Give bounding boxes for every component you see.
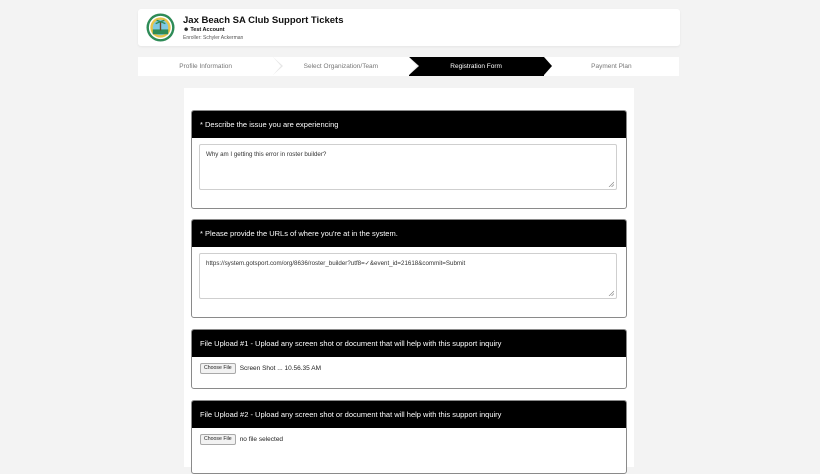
step-registration-form[interactable] — [409, 57, 544, 76]
account-name — [183, 27, 225, 33]
issue-description-value: Why am I getting this error in roster builder? — [206, 151, 327, 158]
file-upload-2-card — [191, 400, 627, 474]
step-arrow — [544, 57, 552, 75]
selected-file-name: Screen Shot ... 10.56.35 AM — [239, 365, 321, 372]
step-select-organization-team[interactable] — [273, 57, 408, 76]
resize-handle-icon[interactable] — [608, 290, 614, 296]
step-payment-plan[interactable] — [544, 57, 679, 76]
file-upload-2-input — [200, 434, 283, 445]
account-label: Test Account — [190, 27, 225, 33]
club-seal-icon — [146, 13, 175, 42]
urls-label: * Please provide the URLs of where you're at in the system. — [192, 220, 626, 247]
step-label: Payment Plan — [591, 63, 632, 70]
step-arrow — [409, 57, 417, 75]
registration-form — [184, 88, 634, 467]
file-upload-1-label: File Upload #1 - Upload any screen shot or document that will help with this support inquiry — [192, 330, 626, 357]
step-profile-information[interactable] — [138, 57, 273, 76]
choose-file-button[interactable]: Choose File — [200, 434, 236, 445]
urls-card — [191, 219, 627, 318]
page-header — [138, 9, 680, 46]
step-label: Select Organization/Team — [303, 63, 379, 70]
choose-file-button[interactable]: Choose File — [200, 363, 236, 374]
file-upload-1-card — [191, 329, 627, 389]
urls-value: https://system.gotsport.com/org/8636/roster_builder?utf8=✓&event_id=21618&commit=Submit — [206, 260, 466, 267]
registration-steps — [138, 57, 679, 76]
urls-textarea[interactable] — [199, 253, 617, 299]
selected-file-name: no file selected — [239, 436, 284, 443]
user-icon: ☻ — [183, 27, 190, 33]
issue-description-textarea[interactable] — [199, 144, 617, 190]
step-label: Profile Information — [179, 63, 232, 70]
enroller-label: Enroller: Schyler Ackerman — [183, 35, 244, 41]
step-label: Registration Form — [450, 63, 502, 70]
file-upload-2-label: File Upload #2 - Upload any screen shot or document that will help with this support inquiry — [192, 401, 626, 428]
file-upload-1-input — [200, 363, 321, 374]
issue-description-card — [191, 110, 627, 209]
resize-handle-icon[interactable] — [608, 181, 614, 187]
issue-description-label: * Describe the issue you are experiencing — [192, 111, 626, 138]
step-arrow — [273, 57, 281, 75]
page-title: Jax Beach SA Club Support Tickets — [183, 15, 344, 26]
